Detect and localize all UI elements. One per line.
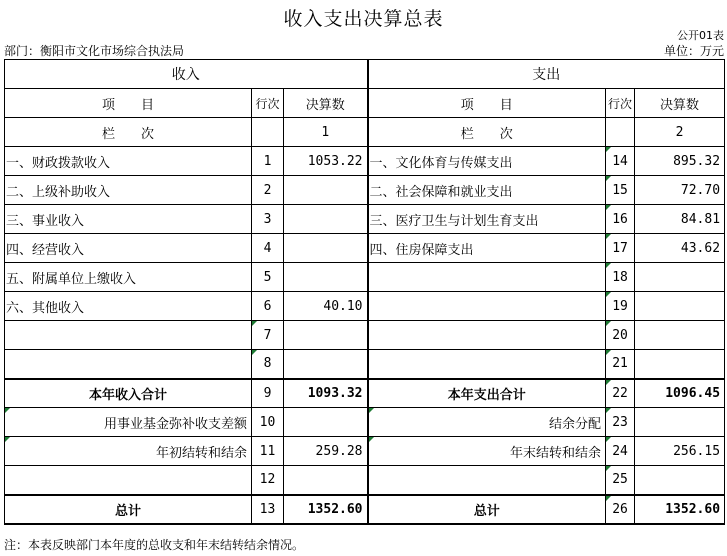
unit-label: 单位：万元	[663, 44, 724, 58]
income-grand-total-amount: 1352.60	[284, 495, 368, 524]
income-row-no-header: 行次	[252, 89, 284, 118]
income-row-no: 4	[252, 234, 284, 263]
expense-item	[368, 350, 606, 379]
expense-year-total-label: 本年支出合计	[368, 379, 606, 408]
grand-total-row	[5, 495, 725, 524]
income-row-no: 12	[252, 466, 284, 495]
expense-amount	[635, 350, 725, 379]
income-amount	[284, 176, 368, 205]
year-total-row	[5, 379, 725, 408]
expense-row-no-header: 行次	[606, 89, 635, 118]
income-row-no: 3	[252, 205, 284, 234]
department-label: 部门：衡阳市文化市场综合执法局	[4, 44, 185, 58]
table-row	[5, 234, 725, 263]
income-item: 二、上级补助收入	[5, 176, 252, 205]
expense-amount-header: 决算数	[635, 89, 725, 118]
expense-column-blank	[606, 118, 635, 147]
income-column-label: 栏 次	[5, 118, 252, 147]
income-row-no: 7	[252, 321, 284, 350]
income-amount: 259.28	[284, 437, 368, 466]
expense-row-no: 26	[606, 495, 635, 524]
table-row	[5, 437, 725, 466]
income-year-total-amount: 1093.32	[284, 379, 368, 408]
income-row-no: 10	[252, 408, 284, 437]
expense-column-label: 栏 次	[368, 118, 606, 147]
table-row	[5, 176, 725, 205]
expense-row-no: 19	[606, 292, 635, 321]
column-header-row	[5, 89, 725, 118]
expense-item	[368, 321, 606, 350]
expense-amount: 84.81	[635, 205, 725, 234]
income-column-blank	[252, 118, 284, 147]
income-amount	[284, 205, 368, 234]
income-row-no: 1	[252, 147, 284, 176]
income-row-no: 2	[252, 176, 284, 205]
expense-row-no: 23	[606, 408, 635, 437]
income-amount	[284, 263, 368, 292]
expense-grand-total-amount: 1352.60	[635, 495, 725, 524]
income-item: 六、其他收入	[5, 292, 252, 321]
table-row	[5, 408, 725, 437]
form-code: 公开01表	[677, 29, 724, 42]
expense-item: 结余分配	[368, 408, 606, 437]
income-row-no: 8	[252, 350, 284, 379]
expense-row-no: 15	[606, 176, 635, 205]
table-row	[5, 205, 725, 234]
income-row-no: 5	[252, 263, 284, 292]
expense-section-header: 支出	[368, 60, 725, 89]
expense-amount	[635, 292, 725, 321]
expense-item	[368, 466, 606, 495]
expense-grand-total-label: 总计	[368, 495, 606, 524]
table-row	[5, 292, 725, 321]
table-row	[5, 147, 725, 176]
income-item: 年初结转和结余	[5, 437, 252, 466]
section-header-row	[5, 60, 725, 89]
report-title: 收入支出决算总表	[283, 8, 444, 30]
income-expense-table	[4, 59, 725, 525]
column-index-row	[5, 118, 725, 147]
expense-row-no: 18	[606, 263, 635, 292]
income-amount: 40.10	[284, 292, 368, 321]
income-item	[5, 350, 252, 379]
expense-row-no: 24	[606, 437, 635, 466]
expense-item	[368, 292, 606, 321]
table-row	[5, 466, 725, 495]
income-year-total-label: 本年收入合计	[5, 379, 252, 408]
expense-row-no: 21	[606, 350, 635, 379]
expense-amount: 72.70	[635, 176, 725, 205]
expense-item: 二、社会保障和就业支出	[368, 176, 606, 205]
table-row	[5, 350, 725, 379]
expense-amount	[635, 321, 725, 350]
expense-item: 一、文化体育与传媒支出	[368, 147, 606, 176]
income-item: 三、事业收入	[5, 205, 252, 234]
table-row	[5, 263, 725, 292]
income-item-header: 项 目	[5, 89, 252, 118]
footnote: 注：本表反映部门本年度的总收支和年末结转结余情况。	[4, 538, 305, 552]
income-amount	[284, 408, 368, 437]
income-item	[5, 321, 252, 350]
income-item: 五、附属单位上缴收入	[5, 263, 252, 292]
income-row-no: 9	[252, 379, 284, 408]
income-amount	[284, 350, 368, 379]
income-amount	[284, 466, 368, 495]
expense-row-no: 20	[606, 321, 635, 350]
expense-amount	[635, 408, 725, 437]
income-item: 四、经营收入	[5, 234, 252, 263]
table-row	[5, 321, 725, 350]
income-amount-header: 决算数	[284, 89, 368, 118]
income-row-no: 11	[252, 437, 284, 466]
expense-amount	[635, 466, 725, 495]
income-item: 用事业基金弥补收支差额	[5, 408, 252, 437]
expense-row-no: 17	[606, 234, 635, 263]
income-amount: 1053.22	[284, 147, 368, 176]
expense-item: 三、医疗卫生与计划生育支出	[368, 205, 606, 234]
expense-row-no: 25	[606, 466, 635, 495]
expense-year-total-amount: 1096.45	[635, 379, 725, 408]
income-column-index: 1	[284, 118, 368, 147]
expense-column-index: 2	[635, 118, 725, 147]
expense-item	[368, 263, 606, 292]
expense-row-no: 16	[606, 205, 635, 234]
expense-amount: 43.62	[635, 234, 725, 263]
income-amount	[284, 321, 368, 350]
expense-row-no: 14	[606, 147, 635, 176]
income-amount	[284, 234, 368, 263]
expense-row-no: 22	[606, 379, 635, 408]
expense-amount: 256.15	[635, 437, 725, 466]
income-item	[5, 466, 252, 495]
expense-item-header: 项 目	[368, 89, 606, 118]
expense-amount	[635, 263, 725, 292]
income-row-no: 6	[252, 292, 284, 321]
income-section-header: 收入	[5, 60, 368, 89]
income-grand-total-label: 总计	[5, 495, 252, 524]
expense-amount: 895.32	[635, 147, 725, 176]
income-row-no: 13	[252, 495, 284, 524]
expense-item: 年末结转和结余	[368, 437, 606, 466]
expense-item: 四、住房保障支出	[368, 234, 606, 263]
income-item: 一、财政拨款收入	[5, 147, 252, 176]
